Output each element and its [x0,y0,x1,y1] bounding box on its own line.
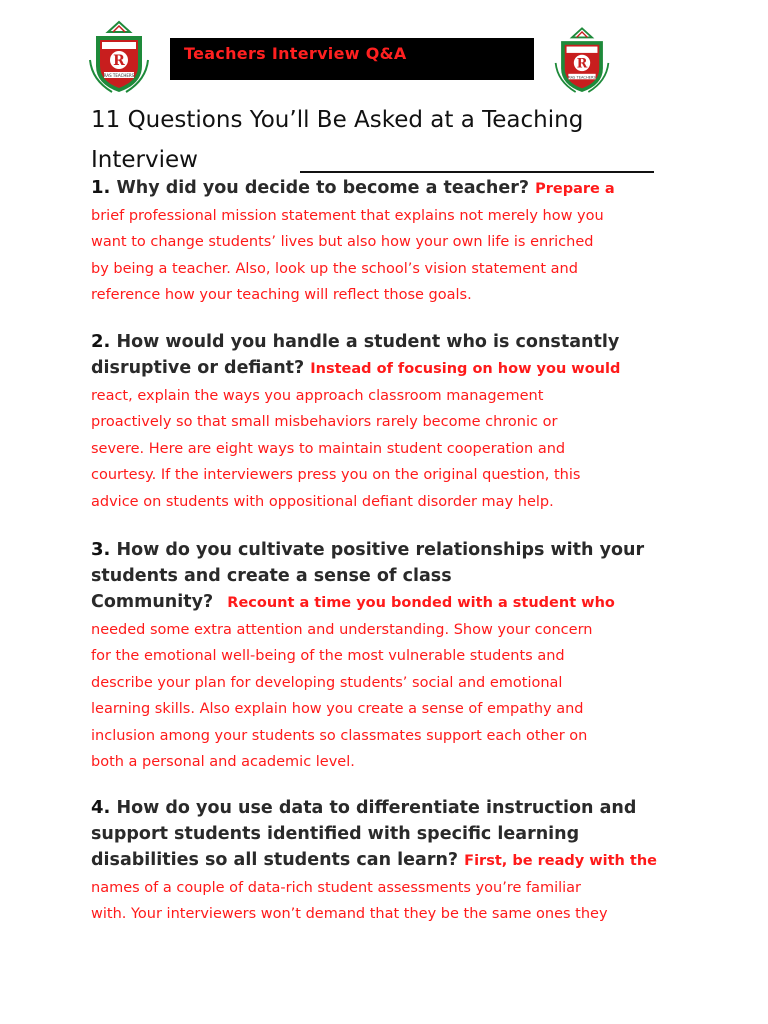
answer-line: learning skills. Also explain how you create a sense of empathy and [91,701,584,717]
answer-line: brief professional mission statement that explains not merely how you [91,207,604,224]
school-logo-right [552,26,612,98]
question-number: 4. [91,797,111,818]
answer-line: for the emotional well-being of the most vulnerable students and [91,648,565,664]
header-banner [170,38,534,80]
answer-line: both a personal and academic level. [91,754,355,770]
question-text: disruptive or defiant? [91,358,305,378]
question-text: disabilities so all students can learn? [91,850,459,870]
question-number: 3. [91,539,111,560]
answer-line: advice on students with oppositional defiant disorder may help. [91,493,554,510]
title-underline [300,171,654,173]
question-text: How do you cultivate positive relationships with your [116,540,645,560]
logo-letter: R [113,53,125,69]
page-title [91,100,691,180]
question-block-2 [91,329,681,515]
question-text: Community? [91,592,214,612]
answer-line: want to change students’ lives but also how your own life is enriched [91,234,594,250]
answer-line: severe. Here are eight ways to maintain student cooperation and [91,440,566,457]
question-number: 2. [91,331,111,352]
answer-line: courtesy. If the interviewers press you on the original question, this [91,467,581,483]
answer-line: describe your plan for developing students’ social and emotional [91,674,563,691]
answer-text: Instead of focusing on how you would [310,361,621,377]
answer-line: names of a couple of data-rich student assessments you’re familiar [91,879,582,896]
question-text: Why did you decide to become a teacher? [116,178,530,198]
answer-text: Recount a time you bonded with a student who [227,595,615,611]
answer-text: First, be ready with the [464,853,657,869]
answer-line: with. Your interviewers won’t demand that they be the same ones they [91,906,608,922]
question-block-4 [91,795,681,928]
answer-line: proactively so that small misbehaviors rarely become chronic or [91,414,558,430]
answer-line: needed some extra attention and understanding. Show your concern [91,621,593,638]
question-text: How do you use data to differentiate instruction and [116,798,637,818]
answer-line: by being a teacher. Also, look up the school’s vision statement and [91,260,578,277]
question-number: 1. [91,177,111,198]
answer-line: react, explain the ways you approach classroom management [91,387,544,404]
logo-caption: RAS TEACHERS [103,73,135,78]
question-text: How would you handle a student who is constantly [116,332,620,352]
title-line-1: 11 Questions You’ll Be Asked at a Teaching [91,107,584,133]
logo-caption: RAS TEACHERS [568,75,596,80]
question-block-1 [91,175,681,309]
question-block-3 [91,537,681,776]
logo-letter: R [576,55,588,71]
question-text: support students identified with specific learning [91,824,580,844]
school-logo-left [86,20,152,98]
answer-line: inclusion among your students so classmates support each other on [91,727,588,744]
answer-text: Prepare a [535,181,615,197]
question-text: students and create a sense of class [91,566,452,586]
answer-line: reference how your teaching will reflect those goals. [91,287,472,303]
banner-title: Teachers Interview Q&A [184,44,407,63]
title-line-2: Interview [91,147,198,173]
